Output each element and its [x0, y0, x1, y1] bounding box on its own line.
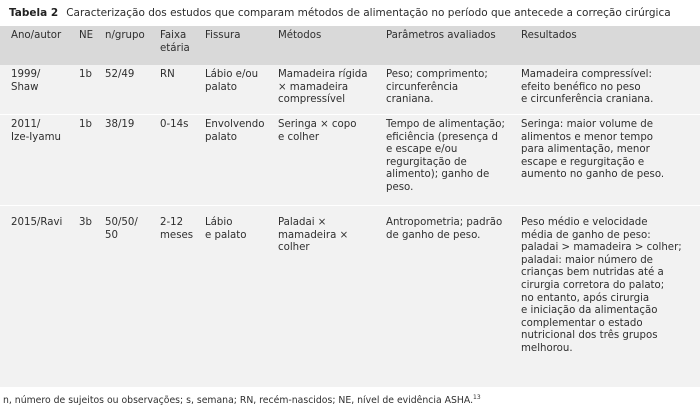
table-caption	[0, 2, 700, 26]
cell-resultados: Seringa: maior volume de alimentos e menor tempo para alimentação, menor escape e regurgitação e aumento no ganho de peso.	[521, 119, 665, 181]
cell-faixa-etaria: 2-12 meses	[160, 217, 194, 241]
footnote-text: n, número de sujeitos ou observações; s, semana; RN, recém-nascidos; NE, nível de evidência ASHA.	[3, 395, 474, 406]
header-n-grupo: n/grupo	[105, 30, 145, 41]
header-ne: NE	[79, 30, 94, 41]
cell-faixa-etaria: 0-14s	[160, 119, 189, 130]
cell-metodos: Seringa × copo e colher	[278, 119, 357, 143]
cell-n-grupo: 38/19	[105, 119, 135, 130]
cell-fissura: Envolvendo palato	[205, 119, 265, 143]
cell-parametros: Peso; comprimento; circunferência craniana.	[386, 69, 488, 106]
cell-resultados: Peso médio e velocidade média de ganho de peso: paladai > mamadeira > colher; paladai: maior número de crianças bem nutridas até a cirurgia corretora do palato; no entanto, após cirurgia e iniciação da alimentação complementar o estado nutricional dos três grupos melhorou.	[521, 217, 682, 354]
data-table	[0, 26, 700, 387]
cell-faixa-etaria: RN	[160, 69, 175, 80]
cell-ano-autor: 1999/ Shaw	[11, 69, 41, 93]
cell-parametros: Tempo de alimentação; eficiência (presença d e escape e/ou regurgitação de alimento); ganho de peso.	[386, 119, 505, 193]
table-footnote	[3, 391, 693, 408]
cell-ano-autor: 2015/Ravi	[11, 217, 63, 228]
footnote-ref: 13	[473, 394, 481, 401]
cell-n-grupo: 50/50/ 50	[105, 217, 138, 241]
table-label: Tabela 2	[9, 7, 59, 19]
cell-ne: 3b	[79, 217, 92, 228]
header-metodos: Métodos	[278, 30, 322, 41]
header-fissura: Fissura	[205, 30, 241, 41]
cell-fissura: Lábio e/ou palato	[205, 69, 259, 93]
cell-ne: 1b	[79, 69, 92, 80]
cell-metodos: Paladai × mamadeira × colher	[278, 217, 349, 254]
header-ano-autor: Ano/autor	[11, 30, 62, 41]
cell-fissura: Lábio e palato	[205, 217, 247, 241]
header-faixa-etaria: Faixa etária	[160, 30, 190, 54]
cell-n-grupo: 52/49	[105, 69, 135, 80]
cell-resultados: Mamadeira compressível: efeito benéfico no peso e circunferência craniana.	[521, 69, 654, 106]
table-title: Caracterização dos estudos que comparam métodos de alimentação no período que antecede a correção cirúrgica	[66, 7, 671, 19]
table-header	[0, 26, 700, 65]
row-divider	[0, 205, 700, 206]
header-resultados: Resultados	[521, 30, 577, 41]
cell-parametros: Antropometria; padrão de ganho de peso.	[386, 217, 503, 241]
cell-metodos: Mamadeira rígida × mamadeira compressível	[278, 69, 368, 106]
row-divider	[0, 114, 700, 115]
cell-ne: 1b	[79, 119, 92, 130]
header-parametros: Parâmetros avaliados	[386, 30, 496, 41]
cell-ano-autor: 2011/ Ize-Iyamu	[11, 119, 61, 143]
